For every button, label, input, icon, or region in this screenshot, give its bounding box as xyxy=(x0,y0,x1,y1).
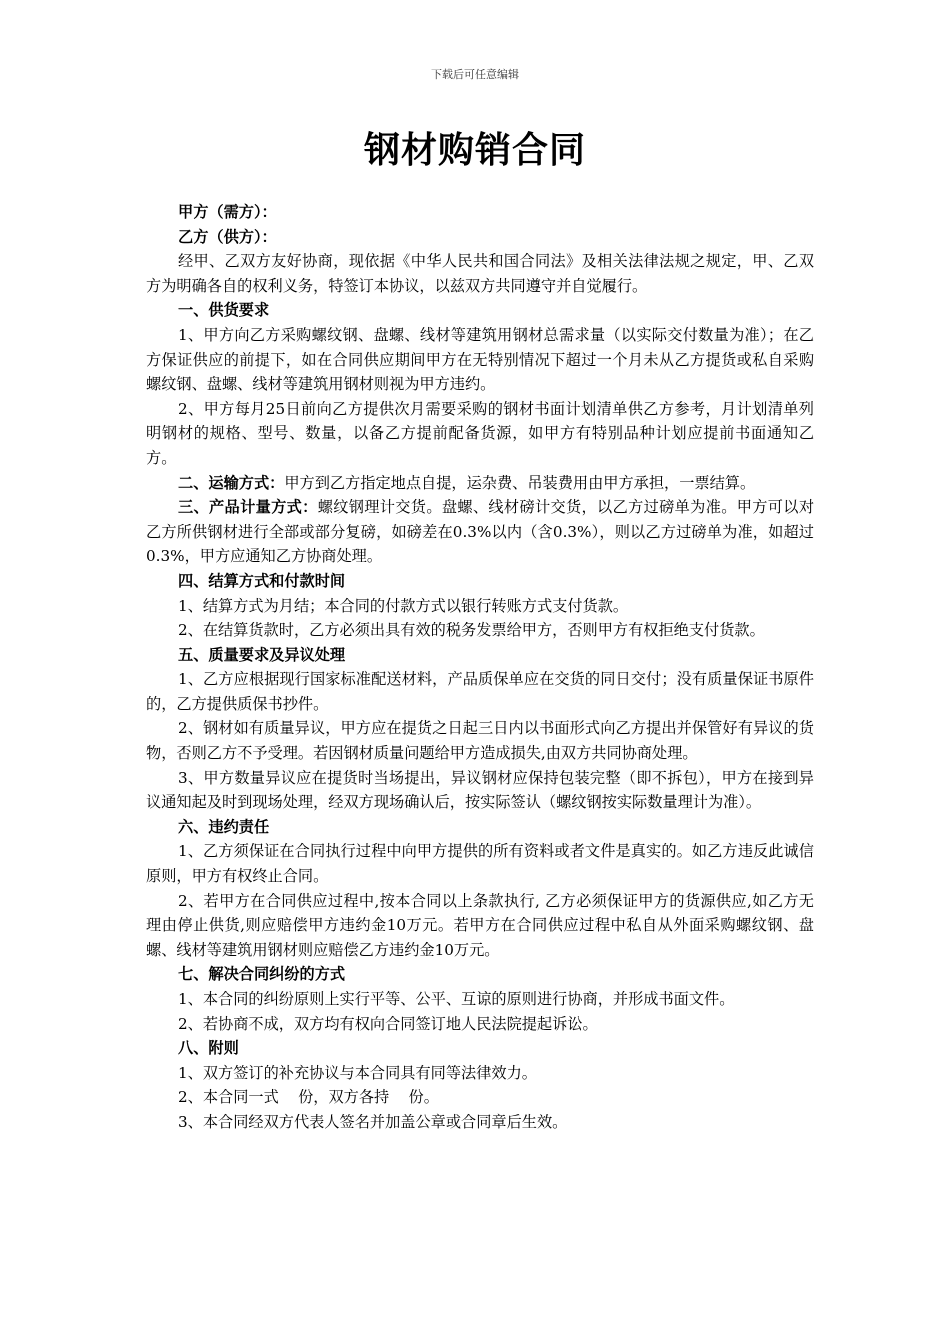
header-note: 下载后可任意编辑 xyxy=(431,68,519,81)
section-8-clause-3: 3、本合同经双方代表人签名并加盖公章或合同章后生效。 xyxy=(178,1112,568,1131)
section-3-text: 螺纹钢理计交货。盘螺、线材磅计交货，以乙方过磅单为准。甲方可以对乙方所供钢材进行全部或部分复磅，如磅差在0.3%以内（含0.3%），则以乙方过磅单为准，如超过0.3%，甲方应通知乙方协商处理。 xyxy=(146,498,815,566)
party-b-line: 乙方（供方）： xyxy=(178,227,277,246)
section-4-clause-1: 1、结算方式为月结；本合同的付款方式以银行转账方式支付货款。 xyxy=(178,596,629,615)
intro-paragraph: 经甲、乙双方友好协商，现依据《中华人民共和国合同法》及相关法律法规之规定，甲、乙双方为明确各自的权利义务，特签订本协议，以兹双方共同遵守并自觉履行。 xyxy=(146,252,814,295)
section-8-clause-2: 2、本合同一式 份，双方各持 份。 xyxy=(178,1088,439,1107)
section-7-clause-2: 2、若协商不成，双方均有权向合同签订地人民法院提起诉讼。 xyxy=(178,1014,598,1033)
section-1-clause-2: 2、甲方每月25日前向乙方提供次月需要采购的钢材书面计划清单供乙方参考，月计划清单列明钢材的规格、型号、数量，以备乙方提前配备货源，如甲方有特别品种计划应提前书面通知乙方。 xyxy=(146,399,814,467)
section-6-clause-1: 1、乙方须保证在合同执行过程中向甲方提供的所有资料或者文件是真实的。如乙方违反此诚信原则，甲方有权终止合同。 xyxy=(146,842,814,886)
section-3-label: 三、产品计量方式： xyxy=(178,498,318,517)
section-5-clause-2: 2、钢材如有质量异议，甲方应在提货之日起三日内以书面形式向乙方提出并保管好有异议的货物，否则乙方不予受理。若因钢材质量问题给甲方造成损失,由双方共同协商处理。 xyxy=(146,719,814,763)
party-a-line: 甲方（需方）： xyxy=(178,203,277,221)
section-6-clause-2: 2、若甲方在合同供应过程中,按本合同以上条款执行, 乙方必须保证甲方的货源供应,如乙方无理由停止供货,则应赔偿甲方违约金10万元。若甲方在合同供应过程中私自从外面采购螺纹钢、盘螺、线材等建筑用钢材则应赔偿乙方违约金10万元。 xyxy=(146,891,814,959)
contract-body xyxy=(146,200,814,1135)
section-1-heading: 一、供货要求 xyxy=(178,301,270,320)
section-6-heading: 六、违约责任 xyxy=(178,817,270,836)
section-8-heading: 八、附则 xyxy=(178,1039,239,1058)
section-5-clause-3: 3、甲方数量异议应在提货时当场提出，异议钢材应保持包装完整（即不拆包），甲方在接到异议通知起及时到现场处理，经双方现场确认后，按实际签认（螺纹钢按实际数量理计为准）。 xyxy=(146,768,814,812)
section-7-heading: 七、解决合同纠纷的方式 xyxy=(178,965,346,984)
section-4-heading: 四、结算方式和付款时间 xyxy=(178,571,346,590)
section-1-clause-1: 1、甲方向乙方采购螺纹钢、盘螺、线材等建筑用钢材总需求量（以实际交付数量为准）；在乙方保证供应的前提下，如在合同供应期间甲方在无特别情况下超过一个月未从乙方提货或私自采购螺纹钢、盘螺、线材等建筑用钢材则视为甲方违约。 xyxy=(146,325,814,394)
document-title: 钢材购销合同 xyxy=(363,129,586,171)
section-7-clause-1: 1、本合同的纠纷原则上实行平等、公平、互谅的原则进行协商，并形成书面文件。 xyxy=(178,990,735,1008)
section-5-clause-1: 1、乙方应根据现行国家标准配送材料，产品质保单应在交货的同日交付；没有质量保证书原件的，乙方提供质保书抄件。 xyxy=(146,670,814,713)
section-2-text: 甲方到乙方指定地点自提，运杂费、吊装费用由甲方承担，一票结算。 xyxy=(284,473,756,492)
section-8-clause-1: 1、双方签订的补充协议与本合同具有同等法律效力。 xyxy=(178,1063,537,1082)
section-2-label: 二、运输方式： xyxy=(178,473,285,492)
section-5-heading: 五、质量要求及异议处理 xyxy=(178,645,346,664)
section-4-clause-2: 2、在结算货款时，乙方必须出具有效的税务发票给甲方，否则甲方有权拒绝支付货款。 xyxy=(178,621,765,640)
section-3-paragraph xyxy=(146,495,814,569)
section-2-paragraph xyxy=(146,471,814,496)
